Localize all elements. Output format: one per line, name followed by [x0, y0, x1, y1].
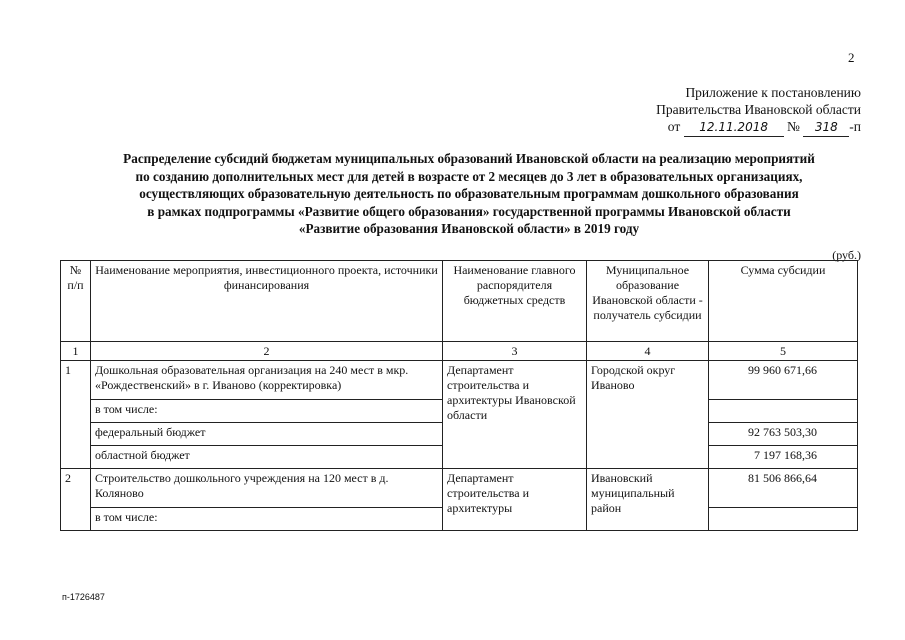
title-line: «Развитие образования Ивановской области» в 2019 году [298, 221, 640, 236]
date-prefix: от [667, 119, 681, 134]
subrow-label: в том числе: [91, 508, 443, 531]
subrow-label: федеральный бюджет [91, 423, 443, 446]
appendix-line-2: Правительства Ивановской области [656, 102, 861, 117]
title-line: по созданию дополнительных мест для детей в возрасте от 2 месяцев до 3 лет в образовательных организациях, [135, 168, 803, 184]
row-municipality: Ивановский муниципальный район [587, 469, 709, 531]
page-number: 2 [848, 50, 855, 65]
col-number: 1 [61, 342, 91, 361]
table-row [61, 469, 858, 508]
appendix-date-line [656, 118, 861, 137]
row-num: 1 [61, 361, 91, 469]
header-manager: Наименование главного распорядителя бюджетных средств [443, 261, 587, 342]
col-number: 4 [587, 342, 709, 361]
subrow-label: в том числе: [91, 400, 443, 423]
header-num: № п/п [61, 261, 91, 342]
table-row [61, 361, 858, 400]
col-number: 3 [443, 342, 587, 361]
subrow-sum: 7 197 168,36 [709, 446, 858, 469]
handwritten-number: 318 [803, 119, 849, 137]
subsidy-table [60, 260, 858, 531]
row-manager: Департамент строительства и архитектуры Ивановской области [443, 361, 587, 469]
title-line: в рамках подпрограммы «Развитие общего образования» государственной программы Ивановской области [147, 203, 791, 219]
header-municipality: Муниципальное образование Ивановской области - получатель субсидии [587, 261, 709, 342]
col-number: 2 [91, 342, 443, 361]
number-suffix: -п [849, 119, 861, 134]
subrow-sum [709, 508, 858, 531]
subrow-sum: 92 763 503,30 [709, 423, 858, 446]
row-manager: Департамент строительства и архитектуры [443, 469, 587, 531]
units-label: (руб.) [832, 248, 861, 262]
col-number: 5 [709, 342, 858, 361]
handwritten-date: 12.11.2018 [684, 119, 784, 137]
number-prefix: № [787, 119, 800, 134]
row-sum: 99 960 671,66 [709, 361, 858, 400]
row-municipality: Городской округ Иваново [587, 361, 709, 469]
header-sum: Сумма субсидии [709, 261, 858, 342]
document-id: п-1726487 [62, 592, 105, 602]
appendix-line-1: Приложение к постановлению [685, 85, 861, 100]
header-name: Наименование мероприятия, инвестиционного проекта, источники финансирования [91, 261, 443, 342]
row-name: Строительство дошкольного учреждения на 120 мест в д. Коляново [91, 469, 443, 508]
title-line: осуществляющих образовательную деятельность по образовательным программам дошкольного образования [139, 186, 799, 201]
header-row [61, 261, 858, 342]
title-line: Распределение субсидий бюджетам муниципальных образований Ивановской области на реализацию мероприятий [123, 151, 815, 166]
row-name: Дошкольная образовательная организация на 240 мест в мкр. «Рождественский» в г. Иваново (корректировка) [91, 361, 443, 400]
subrow-sum [709, 400, 858, 423]
subrow-label: областной бюджет [91, 446, 443, 469]
column-number-row [61, 342, 858, 361]
row-num: 2 [61, 469, 91, 531]
row-sum: 81 506 866,64 [709, 469, 858, 508]
document-title [40, 150, 898, 238]
appendix-block [656, 84, 861, 137]
